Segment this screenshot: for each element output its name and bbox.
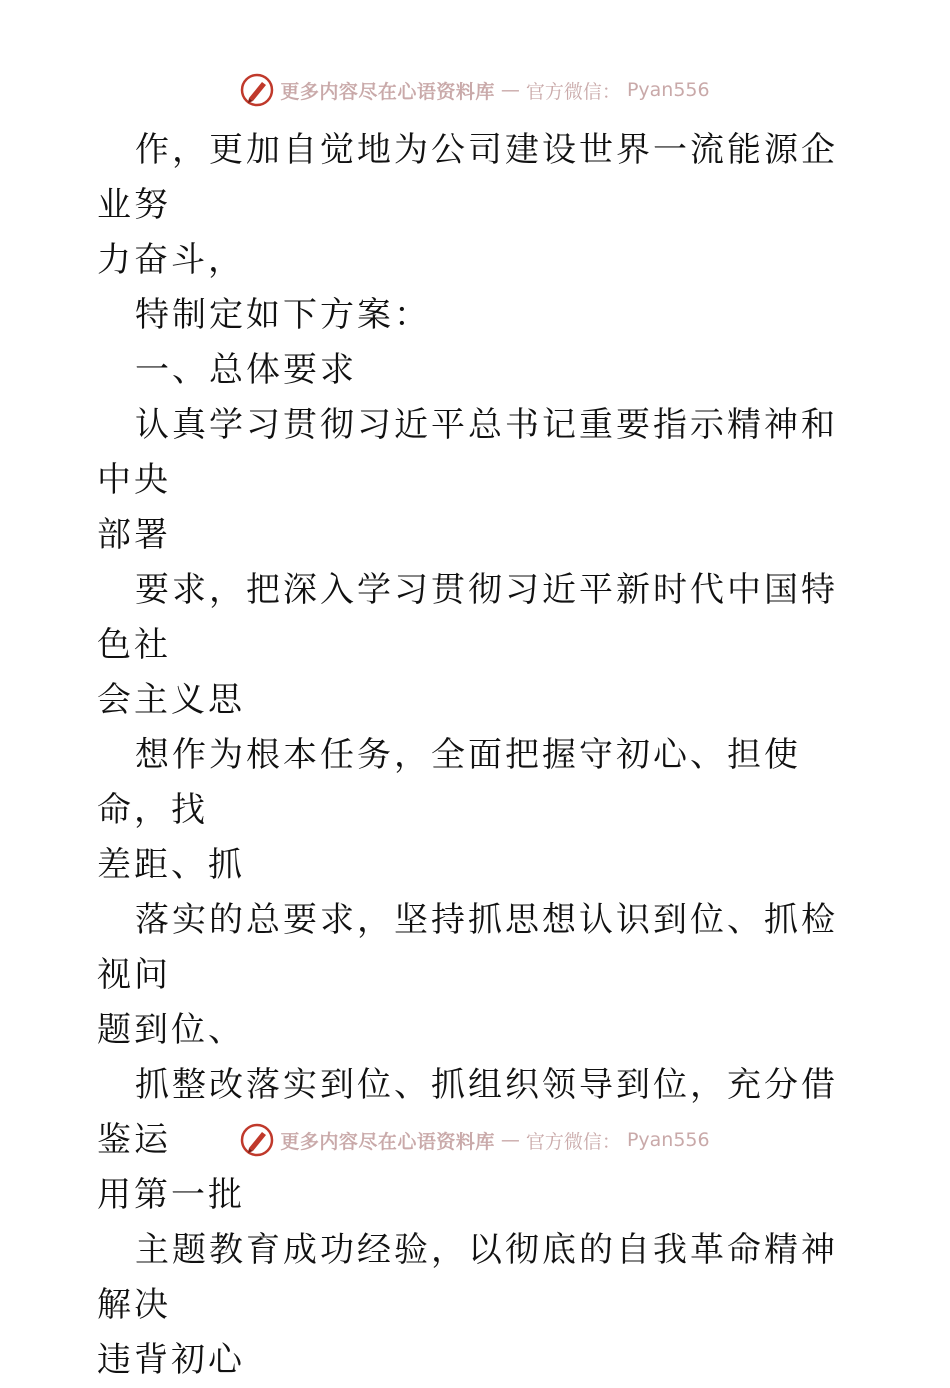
- watermark-id: Pyan556: [626, 79, 710, 101]
- header-watermark: [0, 70, 950, 110]
- section-heading: 一、总体要求: [135, 350, 357, 390]
- watermark-dash: —: [500, 1129, 520, 1151]
- watermark-label: 官方微信：: [525, 80, 621, 103]
- paragraph-2: 特制定如下方案：: [135, 295, 431, 335]
- watermark-dash: —: [500, 79, 520, 101]
- paragraph-5: 想作为根本任务，全面把握守初心、担使命，找 差距、抓: [97, 735, 801, 885]
- watermark-site: 更多内容尽在心语资料库: [280, 80, 495, 103]
- watermark-id: Pyan556: [626, 1129, 710, 1151]
- paragraph-8: 主题教育成功经验，以彻底的自我革命精神解决 违背初心: [97, 1230, 838, 1380]
- paragraph-3: 认真学习贯彻习近平总书记重要指示精神和中央 部署: [97, 405, 838, 555]
- paragraph-1: 作，更加自觉地为公司建设世界一流能源企业努 力奋斗，: [97, 130, 838, 280]
- pen-logo-icon: [240, 73, 274, 107]
- pen-logo-icon: [240, 1123, 274, 1157]
- document-body: [97, 123, 857, 1388]
- watermark-site: 更多内容尽在心语资料库: [280, 1130, 495, 1153]
- paragraph-6: 落实的总要求，坚持抓思想认识到位、抓检视问 题到位、: [97, 900, 838, 1050]
- paragraph-7: 抓整改落实到位、抓组织领导到位，充分借鉴运 用第一批: [97, 1065, 838, 1215]
- watermark-label: 官方微信：: [525, 1130, 621, 1153]
- paragraph-4: 要求，把深入学习贯彻习近平新时代中国特色社 会主义思: [97, 570, 838, 720]
- footer-watermark: [0, 1120, 950, 1160]
